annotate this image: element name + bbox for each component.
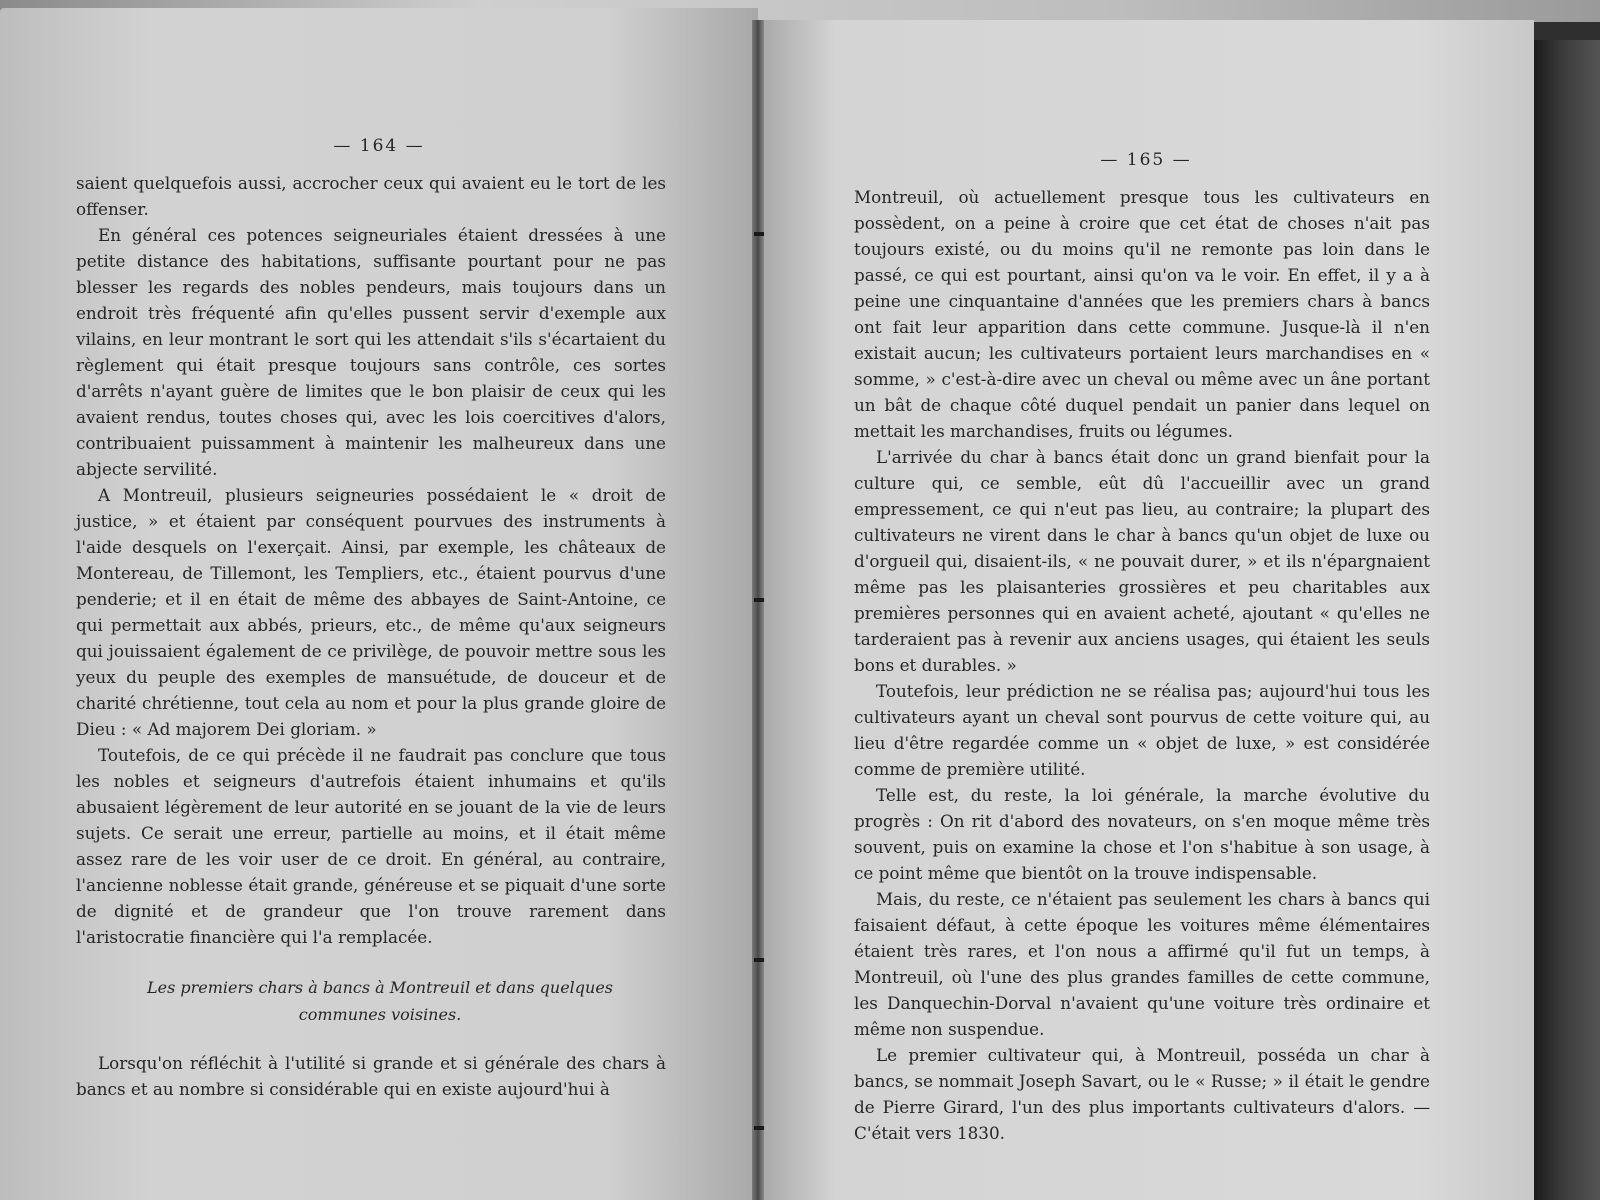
paragraph: Toutefois, de ce qui précède il ne faudrait pas conclure que tous les nobles et seigneurs d'autrefois étaient inhumains et qu'ils abusaient légèrement de leur autorité en se jouant de la vie de leurs sujets. Ce serait une erreur, partielle au moins, et il était même assez rare de les voir user de ce droit. En général, au contraire, l'ancienne noblesse était grande, généreuse et se piquait d'une sorte de dignité et de grandeur que l'on trouve rarement dans l'aristocratie financière qui l'a remplacée. [76,745,666,947]
paragraph: En général ces potences seigneuriales étaient dressées à une petite distance des habitations, suffisante pourtant pour ne pas blesser les regards des nobles pendeurs, mais toujours dans un endroit très fréquenté afin qu'elles pussent servir d'exemple aux vilains, en leur montrant le sort qui les attendait s'ils s'écartaient du règlement qui était presque toujours sans contrôle, ces sortes d'arrêts n'ayant guère de limites que le bon plaisir de ceux qui les avaient rendus, toutes choses qui, avec les lois coercitives d'alors, contribuaient puissamment à maintenir les malheureux dans une abjecte servilité. [76,225,666,479]
heading-line: communes voisines. [298,1005,462,1024]
paragraph: Montreuil, où actuellement presque tous les cultivateurs en possèdent, on a peine à croire que cet état de choses n'ait pas toujours existé, ou du moins qu'il ne remonte pas loin dans le passé, ce qui est pourtant, ainsi qu'on va le voir. En effet, il y a à peine une cinquantaine d'années que les premiers chars à bancs ont fait leur apparition dans cette commune. Jusque-là il n'en existait aucun; les cultivateurs portaient leurs marchandises en « somme, » c'est-à-dire avec un cheval ou même avec un âne portant un bât de chaque côté duquel pendait un panier dans lequel on mettait les marchandises, fruits ou légumes. [854,187,1430,441]
right-page [758,20,1534,1200]
book-spine [752,20,764,1200]
page-number: — 165 — [1100,150,1192,170]
binding-stitch [754,958,764,962]
paragraph: Lorsqu'on réfléchit à l'utilité si grande et si générale des chars à bancs et au nombre si considérable qui en existe aujourd'hui à [76,1053,666,1099]
body-text [76,1050,666,1102]
body-text [76,170,666,950]
paragraph: Mais, du reste, ce n'étaient pas seulement les chars à bancs qui faisaient défaut, à cette époque les voitures même élémentaires étaient très rares, et l'on nous a affirmé qu'il fut un temps, à Montreuil, où l'une des plus grandes familles de cette commune, les Danquechin-Dorval n'avaient qu'une voiture très ordinaire et même non suspendue. [854,889,1430,1039]
paragraph: L'arrivée du char à bancs était donc un grand bienfait pour la culture qui, ce semble, eût dû l'accueillir avec un grand empressement, ce qui n'eut pas lieu, au contraire; la plupart des cultivateurs ne virent dans le char à bancs qu'un objet de luxe ou d'orgueil qui, disaient-ils, « ne pouvait durer, » et ils n'épargnaient même pas les plaisanteries grossières et peu charitables aux premières personnes qui en avaient acheté, ajoutant « qu'elles ne tarderaient pas à revenir aux anciens usages, qui étaient les seuls bons et durables. » [854,447,1430,675]
binding-stitch [754,598,764,602]
left-page [0,8,758,1200]
body-text [854,184,1430,1146]
binding-stitch [754,1126,764,1130]
paragraph: Le premier cultivateur qui, à Montreuil, posséda un char à bancs, se nommait Joseph Savart, ou le « Russe; » il était le gendre de Pierre Girard, l'un des plus importants cultivateurs d'alors. — C'était vers 1830. [854,1045,1430,1143]
heading-line: Les premiers chars à bancs à Montreuil et dans quelques [146,978,613,997]
paragraph: saient quelquefois aussi, accrocher ceux qui avaient eu le tort de les offenser. [76,173,666,219]
paragraph: A Montreuil, plusieurs seigneuries possédaient le « droit de justice, » et étaient par conséquent pourvues des instruments à l'aide desquels on l'exerçait. Ainsi, par exemple, les châteaux de Montereau, de Tillemont, les Templiers, etc., étaient pourvus d'une penderie; et il en était de même des abbayes de Saint-Antoine, ce qui permettait aux abbés, prieurs, etc., de même qu'aux seigneurs qui jouissaient également de ce privilège, de pouvoir mettre sous les yeux du peuple des exemples de mansuétude, de douceur et de charité chrétienne, tout cela au nom et pour la plus grande gloire de Dieu : « Ad majorem Dei gloriam. » [76,485,666,739]
page-number: — 164 — [333,136,425,156]
paragraph: Toutefois, leur prédiction ne se réalisa pas; aujourd'hui tous les cultivateurs ayant un cheval sont pourvus de cette voiture qui, au lieu d'être regardée comme un « objet de luxe, » est considérée comme de première utilité. [854,681,1430,779]
binding-stitch [754,232,764,236]
section-heading [110,974,650,1028]
book-edge [1534,40,1600,1200]
paragraph: Telle est, du reste, la loi générale, la marche évolutive du progrès : On rit d'abord des novateurs, on s'en moque même très souvent, puis on examine la chose et l'on s'habitue à son usage, à ce point même que bientôt on la trouve indispensable. [854,785,1430,883]
